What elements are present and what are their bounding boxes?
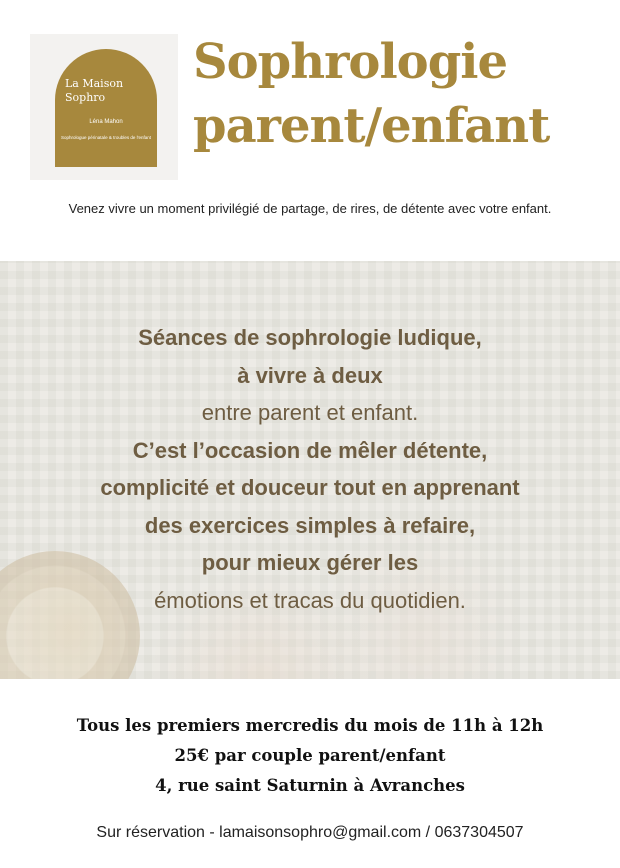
address-text: 4, rue saint Saturnin à Avranches	[155, 776, 465, 795]
logo-person: Léna Mahon	[89, 119, 123, 125]
description-line: complicité et douceur tout en apprenant	[100, 475, 520, 500]
logo-name-line2: Sophro	[65, 91, 106, 104]
page-title	[193, 30, 549, 158]
title-line1: Sophrologie	[193, 34, 508, 90]
schedule-text: Tous les premiers mercredis du mois de 11h à 12h	[76, 716, 544, 735]
description-line: des exercices simples à refaire,	[144, 512, 476, 538]
logo	[30, 34, 178, 180]
title-line2: parent/enfant	[193, 98, 550, 154]
description-line: Séances de sophrologie ludique,	[138, 325, 482, 350]
intro-text: Venez vivre un moment privilégié de partage, de rires, de détente avec votre enfant.	[68, 201, 552, 216]
description-line: à vivre à deux	[237, 362, 383, 388]
logo-arch	[55, 49, 157, 167]
description-line: émotions et tracas du quotidien.	[154, 587, 466, 613]
description-line: C’est l’occasion de mêler détente,	[132, 437, 488, 463]
logo-name	[55, 77, 157, 105]
contact-text: Sur réservation - lamaisonsophro@gmail.com / 0637304507	[96, 824, 524, 841]
logo-name-line1: La Maison	[65, 77, 124, 90]
description-line: entre parent et enfant.	[201, 400, 419, 425]
event-details	[0, 711, 620, 801]
price-text: 25€ par couple parent/enfant	[174, 746, 446, 765]
description-line: pour mieux gérer les	[201, 550, 419, 575]
logo-role: Sophrologue périnatale & troubles de l'enfant	[61, 135, 151, 140]
description-block	[0, 319, 620, 619]
